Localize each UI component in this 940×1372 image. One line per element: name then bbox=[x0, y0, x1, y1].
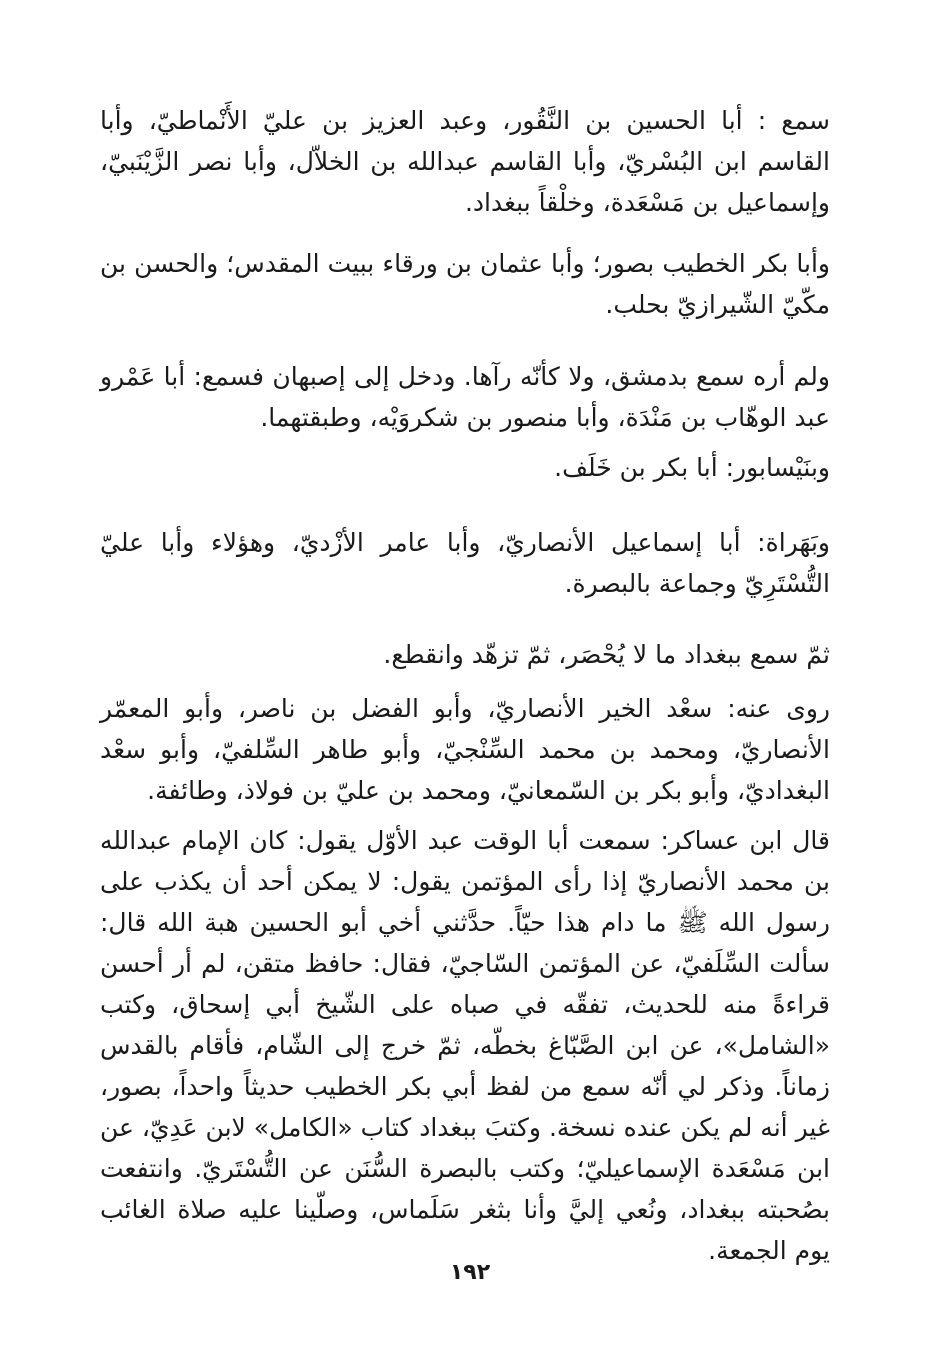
page-number: ١٩٢ bbox=[449, 1260, 491, 1285]
paragraph-text: ولم أره سمع بدمشق، ولا كأنّه رآها. ودخل إلى إصبهان فسمع: أبا عَمْرو عبد الوهّاب بن مَنْدَة، وأبا منصور بن شكروَيْه، وطبقتهما. bbox=[100, 362, 830, 432]
paragraph-text: سمع : أبا الحسين بن النَّقُور، وعبد العزيز بن عليّ الأَنْماطيّ، وأبا القاسم ابن البُسْريّ، وأبا القاسم عبدالله بن الخلاّل، وأبا نصر الزَّيْنَبيّ، وإسماعيل بن مَسْعَدة، وخلْقاً ببغداد. bbox=[100, 106, 830, 217]
paragraph-5 bbox=[100, 522, 830, 604]
paragraph-text: روى عنه: سعْد الخير الأنصاريّ، وأبو الفضل بن ناصر، وأبو المعمّر الأنصاريّ، ومحمد بن محمد السِّنْجيّ، وأبو طاهر السِّلفيّ، وأبو سعْد البغداديّ، وأبو بكر بن السّمعانيّ، ومحمد بن عليّ بن فولاذ، وطائفة. bbox=[100, 694, 830, 805]
paragraph-text: وأبا بكر الخطيب بصور؛ وأبا عثمان بن ورقاء ببيت المقدس؛ والحسن بن مكّيّ الشّيرازيّ بحلب. bbox=[100, 249, 830, 319]
paragraph-7 bbox=[100, 688, 830, 811]
paragraph-4 bbox=[100, 447, 830, 488]
paragraph-text: وبَهَراة: أبا إسماعيل الأنصاريّ، وأبا عامر الأزْديّ، وهؤلاء وأبا عليّ التُّسْتَرِيّ وجماعة بالبصرة. bbox=[100, 528, 830, 598]
paragraph-text: قال ابن عساكر: سمعت أبا الوقت عبد الأوّل يقول: كان الإمام عبدالله بن محمد الأنصاريّ إذا رأى المؤتمن يقول: لا يمكن أحد أن يكذب على رسول الله ﷺ ما دام هذا حيّاً. حدَّثني أخي أبو الحسين هبة الله قال: سألت السِّلَفيّ، عن المؤتمن السّاجيّ، فقال: حافظ متقن، لم أر أحسن قراءةً منه للحديث، تفقّه في صباه على الشّيخ أبي إسحاق، وكتب «الشامل»، عن ابن الصَّبّاغ بخطّه، ثمّ خرج إلى الشّام، فأقام بالقدس زماناً. وذكر لي أنّه سمع من لفظ أبي بكر الخطيب حديثاً واحداً، بصور، غير أنه لم يكن عنده نسخة. وكتبَ ببغداد كتاب «الكامل» لابن عَدِيّ، عن ابن مَسْعَدة الإسماعيليّ؛ وكتب بالبصرة السُّنَن عن التُّسْتَريّ. وانتفعت بصُحبته ببغداد، ونُعي إليَّ وأنا بثغر سَلَماس، وصلّينا عليه صلاة الغائب يوم الجمعة. bbox=[100, 826, 830, 1265]
paragraph-3 bbox=[100, 356, 830, 438]
paragraph-2 bbox=[100, 243, 830, 325]
paragraph-1 bbox=[100, 100, 830, 223]
paragraph-text: وبنَيْسابور: أبا بكر بن خَلَف. bbox=[554, 453, 830, 482]
paragraph-8 bbox=[100, 820, 830, 1271]
paragraph-text: ثمّ سمع ببغداد ما لا يُحْصَر، ثمّ تزهّد وانقطع. bbox=[383, 640, 830, 669]
paragraph-6 bbox=[100, 634, 830, 675]
